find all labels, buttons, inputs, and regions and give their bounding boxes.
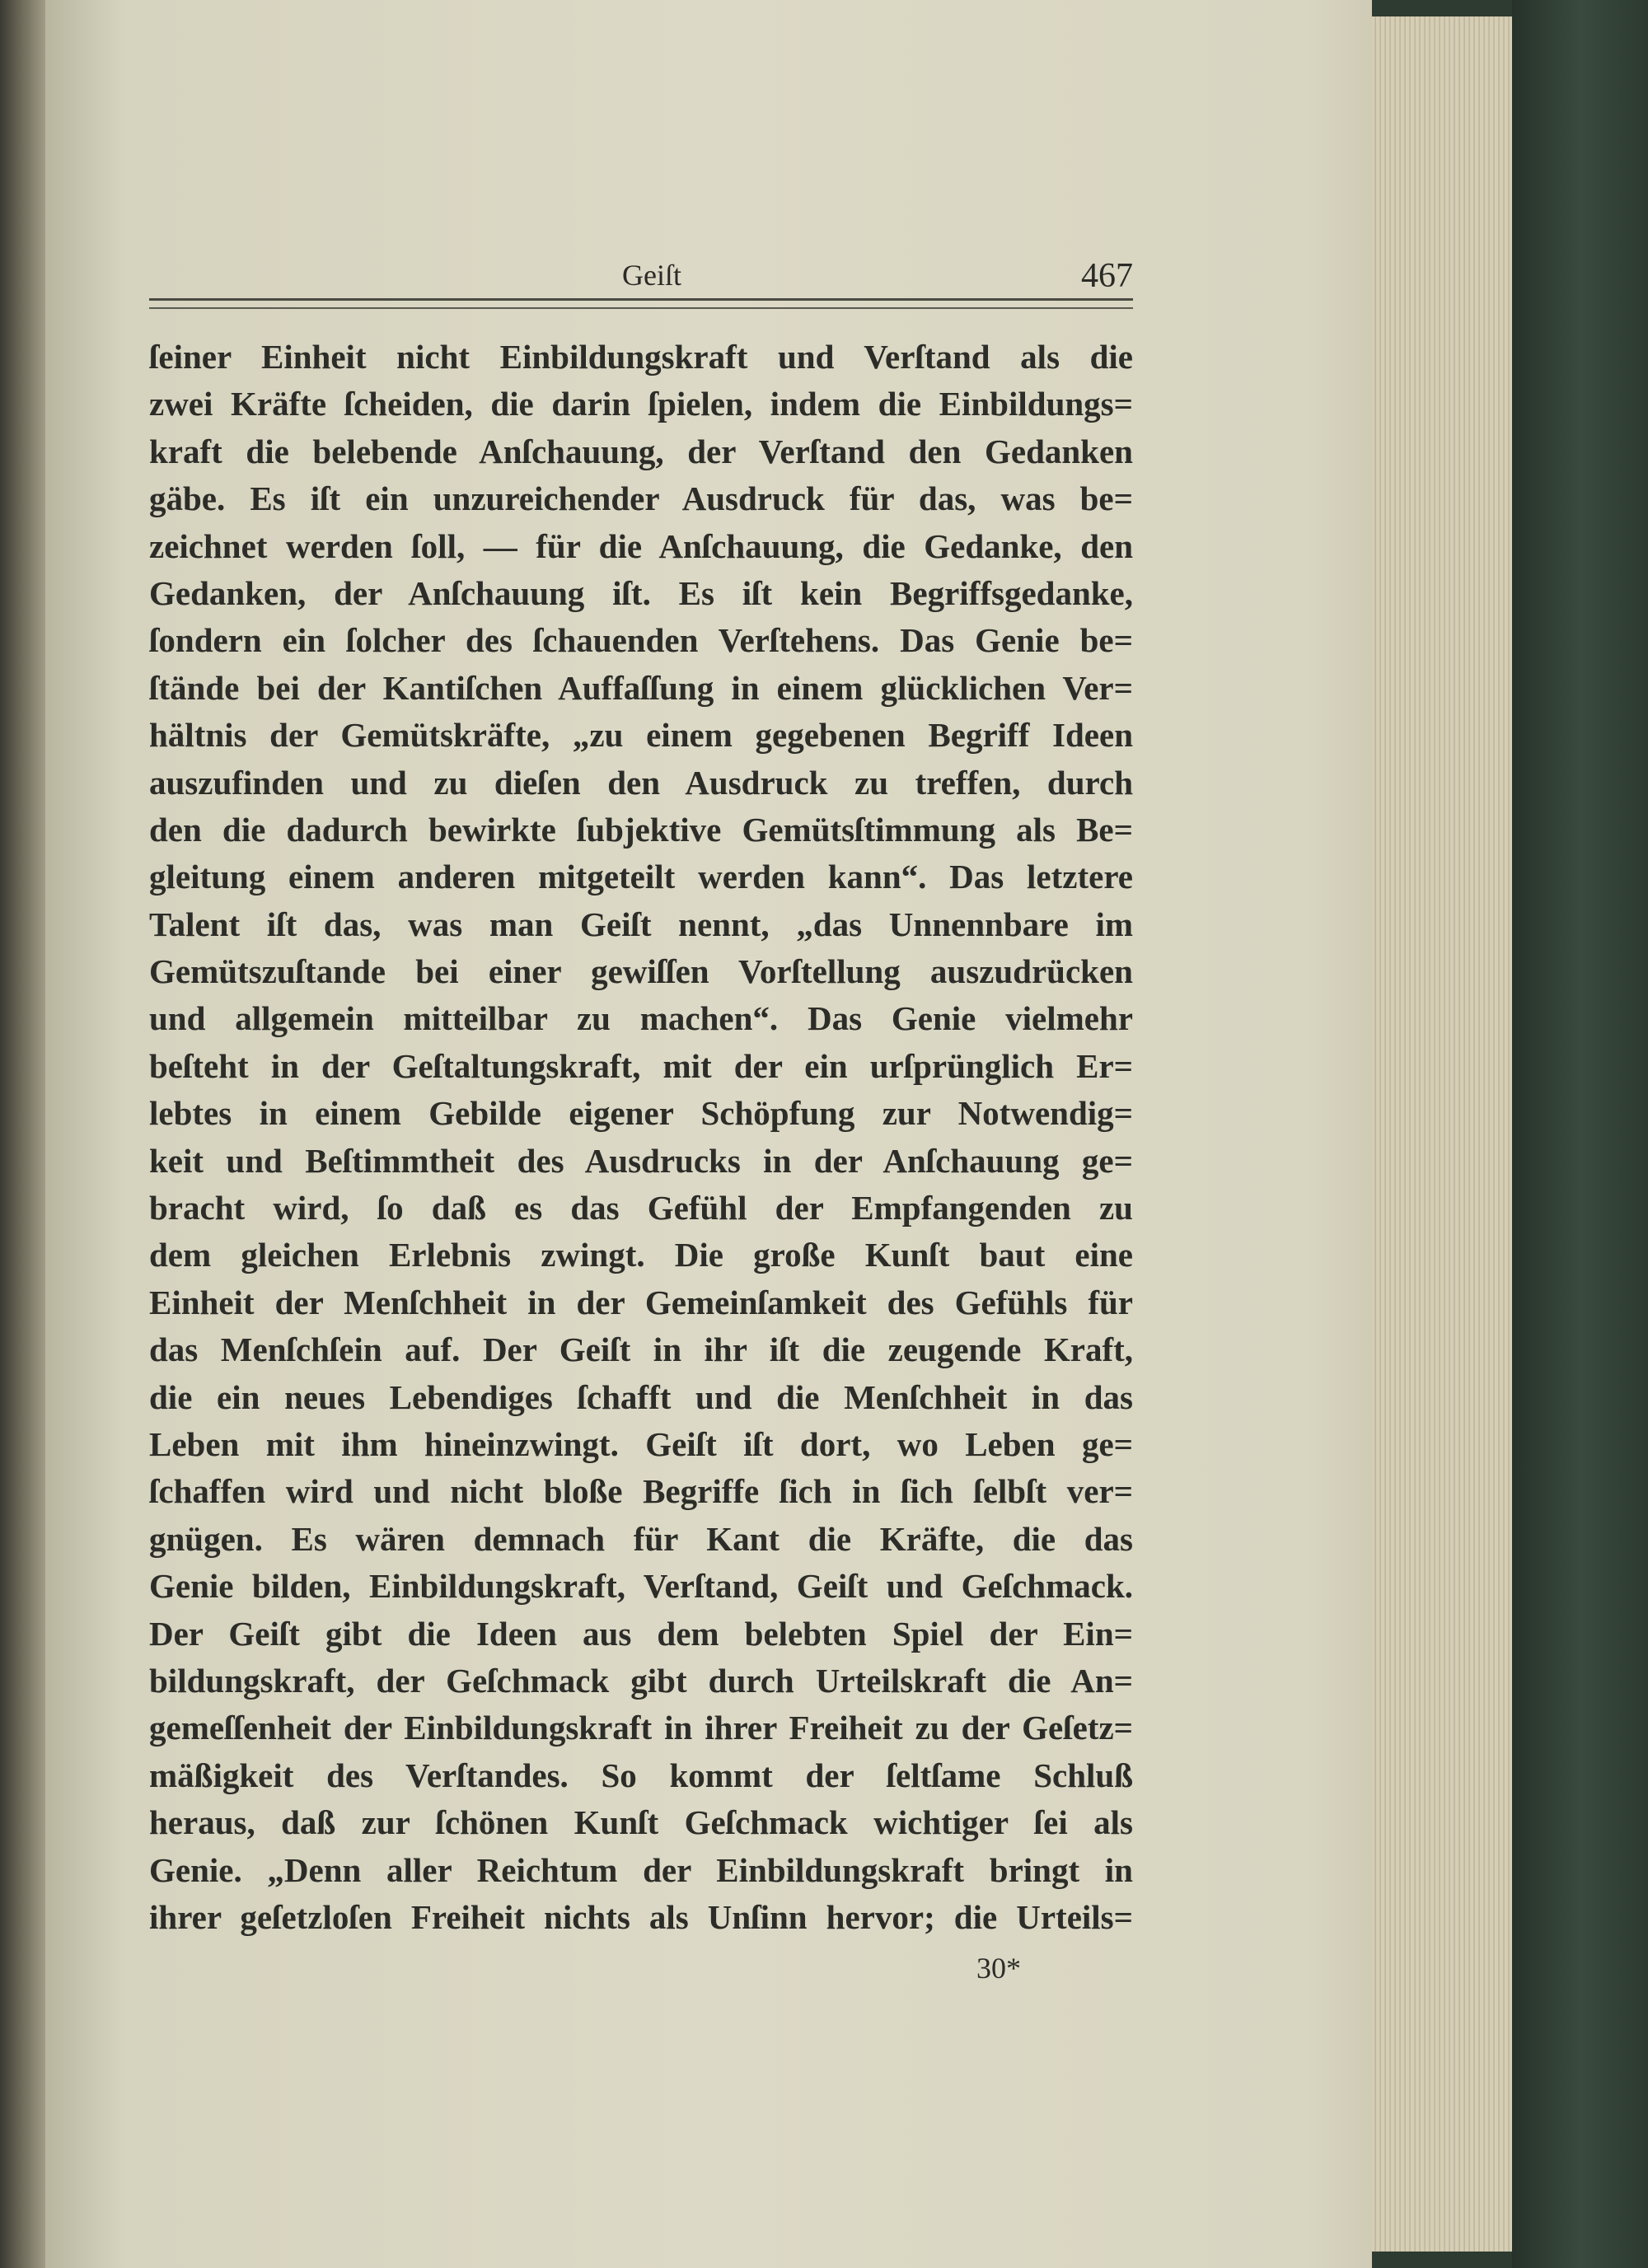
text-line: Leben mit ihm hineinzwingt. Geiſt iſt dort, wo Leben ge= [149,1424,1133,1463]
text-line: gleitung einem anderen mitgeteilt werden kann“. Das letztere [149,858,1133,896]
text-line: kraft die belebende Anſchauung, der Verſtand den Gedanken [149,432,1133,470]
text-line: die ein neues Lebendiges ſchafft und die Menſchheit in das [149,1377,1133,1416]
text-line: gäbe. Es iſt ein unzureichender Ausdruck für das, was be= [149,479,1133,518]
text-line: dem gleichen Erlebnis zwingt. Die große Kunſt baut eine [149,1236,1133,1274]
text-line: Talent iſt das, was man Geiſt nennt, „das Unnennbare im [149,905,1133,943]
text-line: mäßigkeit des Verſtandes. So kommt der ſeltſame Schluß [149,1756,1133,1794]
text-line: den die dadurch bewirkte ſubjektive Gemütsſtimmung als Be= [149,810,1133,849]
text-line: ſtände bei der Kantiſchen Auffaſſung in einem glücklichen Ver= [149,668,1133,707]
running-title: Geiſt [622,259,681,292]
text-line: Genie bilden, Einbildungskraft, Verſtand, Geiſt und Geſchmack. [149,1567,1133,1606]
text-line: bildungskraft, der Geſchmack gibt durch Urteilskraft die An= [149,1661,1133,1700]
text-line: ſchaffen wird und nicht bloße Begriffe ſich in ſich ſelbſt ver= [149,1472,1133,1511]
text-line: keit und Beſtimmtheit des Ausdrucks in der Anſchauung ge= [149,1141,1133,1180]
text-line: zwei Kräfte ſcheiden, die darin ſpielen, indem die Einbildungs= [149,385,1133,423]
text-line: ſeiner Einheit nicht Einbildungskraft und Verſtand als die [149,338,1133,376]
text-line: zeichnet werden ſoll, — für die Anſchauung, die Gedanke, den [149,526,1133,565]
text-line: hältnis der Gemütskräfte, „zu einem gegebenen Begriff Ideen [149,716,1133,755]
text-line: heraus, daß zur ſchönen Kunſt Geſchmack wichtiger ſei als [149,1803,1133,1842]
text-line: lebtes in einem Gebilde eigener Schöpfung zur Notwendig= [149,1094,1133,1133]
page-number: 467 [1081,257,1133,295]
text-line: Gedanken, der Anſchauung iſt. Es iſt kein Begriffsgedanke, [149,573,1133,612]
text-line: und allgemein mitteilbar zu machen“. Das Genie vielmehr [149,999,1133,1038]
text-line: ſondern ein ſolcher des ſchauenden Verſtehens. Das Genie be= [149,621,1133,660]
text-line: das Menſchſein auf. Der Geiſt in ihr iſt die zeugende Kraft, [149,1330,1133,1369]
running-header [149,255,1133,297]
header-double-rule [149,298,1133,309]
body-text [149,334,1133,1941]
text-line: gnügen. Es wären demnach für Kant die Kräfte, die das [149,1519,1133,1558]
text-line: bracht wird, ſo daß es das Gefühl der Empfangenden zu [149,1189,1133,1228]
page-edges [1372,16,1512,2252]
text-line: Der Geiſt gibt die Ideen aus dem belebten Spiel der Ein= [149,1614,1133,1653]
text-line: beſteht in der Geſtaltungskraft, mit der ein urſprünglich Er= [149,1046,1133,1085]
text-line: auszufinden und zu dieſen den Ausdruck zu treffen, durch [149,763,1133,802]
text-line: gemeſſenheit der Einbildungskraft in ihrer Freiheit zu der Geſetz= [149,1709,1133,1747]
facing-page-edge [0,0,49,2268]
book-cover [1512,0,1648,2268]
text-line: Einheit der Menſchheit in der Gemeinſamkeit des Gefühls für [149,1283,1133,1321]
signature-mark: 30* [976,1952,1021,1985]
text-line: Gemütszuſtande bei einer gewiſſen Vorſtellung auszudrücken [149,952,1133,991]
text-line: Genie. „Denn aller Reichtum der Einbildungskraft bringt in [149,1850,1133,1889]
text-line: ihrer geſetzloſen Freiheit nichts als Unſinn hervor; die Urteils= [149,1897,1133,1936]
